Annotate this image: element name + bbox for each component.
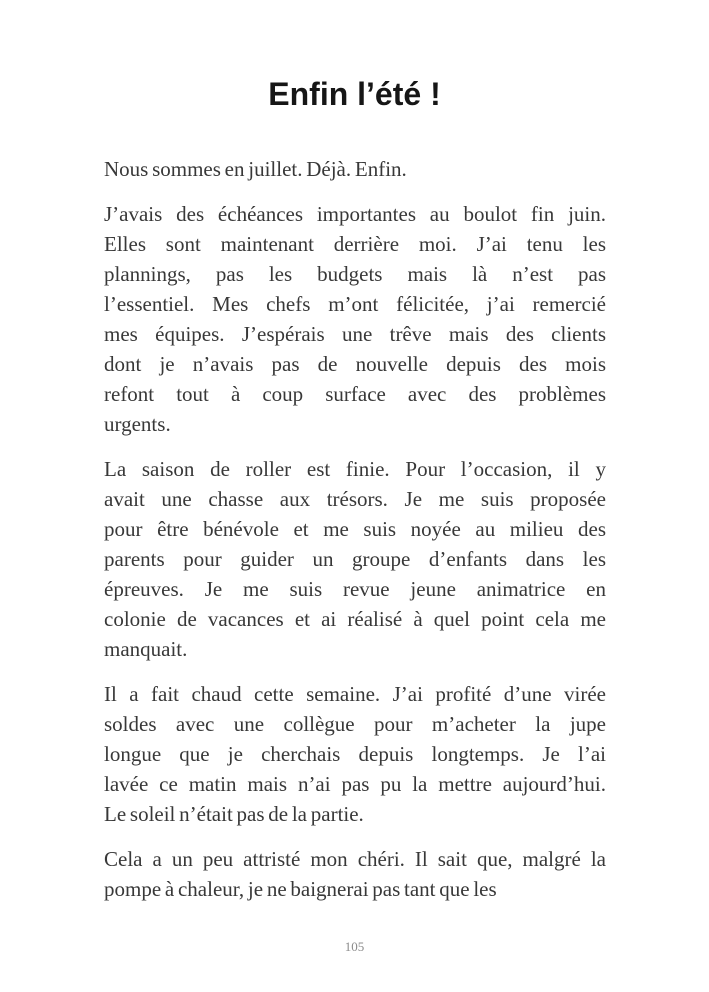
- text-line: dont je n’avais pas de nouvelle depuis des mois: [104, 352, 606, 376]
- text-line: J’avais des échéances importantes au boulot fin juin.: [104, 202, 606, 226]
- paragraph: [104, 679, 606, 829]
- text-line: Il a fait chaud cette semaine. J’ai profité d’une virée: [104, 682, 606, 706]
- text-line: longue que je cherchais depuis longtemps. Je l’ai: [104, 742, 606, 766]
- text-line: lavée ce matin mais n’ai pas pu la mettre aujourd’hui.: [104, 772, 606, 796]
- body-text: [104, 154, 606, 904]
- page-title: Enfin l’été !: [268, 76, 441, 112]
- text-line: l’essentiel. Mes chefs m’ont félicitée, j’ai remercié: [104, 292, 606, 316]
- page-number: 105: [344, 939, 365, 954]
- text-line: colonie de vacances et ai réalisé à quel point cela me: [104, 607, 606, 631]
- text-line: Nous sommes en juillet. Déjà. Enfin.: [104, 157, 407, 181]
- paragraph: [104, 844, 606, 904]
- text-line: pour être bénévole et me suis noyée au milieu des: [104, 517, 606, 541]
- text-line: La saison de roller est finie. Pour l’occasion, il y: [104, 457, 606, 481]
- paragraph: [104, 199, 606, 439]
- text-line: parents pour guider un groupe d’enfants dans les: [104, 547, 606, 571]
- text-line: plannings, pas les budgets mais là n’est pas: [104, 262, 606, 286]
- text-line: Elles sont maintenant derrière moi. J’ai tenu les: [104, 232, 606, 256]
- paragraph: [104, 454, 606, 664]
- text-line: pompe à chaleur, je ne baignerai pas tant que les: [104, 877, 497, 901]
- text-line: manquait.: [104, 637, 188, 661]
- text-line: mes équipes. J’espérais une trêve mais des clients: [104, 322, 606, 346]
- text-line: soldes avec une collègue pour m’acheter la jupe: [104, 712, 606, 736]
- text-line: épreuves. Je me suis revue jeune animatrice en: [104, 577, 606, 601]
- text-line: Cela a un peu attristé mon chéri. Il sait que, malgré la: [104, 847, 606, 871]
- text-line: refont tout à coup surface avec des problèmes: [104, 382, 606, 406]
- paragraph: [104, 154, 606, 184]
- text-line: avait une chasse aux trésors. Je me suis proposée: [104, 487, 606, 511]
- text-line: urgents.: [104, 412, 171, 436]
- text-line: Le soleil n’était pas de la partie.: [104, 802, 364, 826]
